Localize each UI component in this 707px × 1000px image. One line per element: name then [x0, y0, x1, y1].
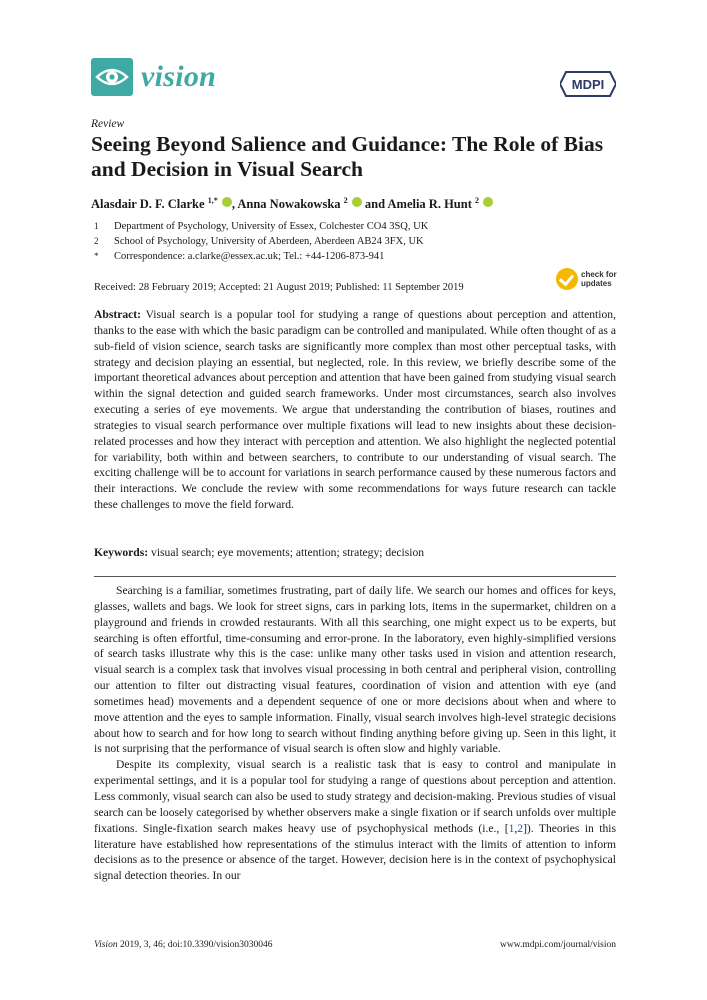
check-for-updates-button[interactable]	[556, 268, 617, 290]
section-divider	[94, 576, 616, 577]
citation-link[interactable]: 1	[508, 821, 515, 835]
paragraph-text: ]). Theories in this literature have established how representations of the stimulus interact with the limits of attention to inform decisions as to the presence or absence of the target. However, decision here is in the context of psychophysical signal detection theories. In our	[94, 821, 616, 883]
check-updates-icon	[556, 268, 578, 290]
citation-separator: ,	[514, 821, 518, 835]
footer-citation-text: 2019, 3, 46; doi:10.3390/vision3030046	[119, 940, 273, 950]
affiliation-mark: *	[94, 251, 99, 261]
keywords-label: Keywords:	[94, 546, 149, 559]
abstract-text: Visual search is a popular tool for studying a range of questions about perception and attention, thanks to the ease with which the basic paradigm can be controlled and manipulated. While often thought of as a sub-field of vision science, search tasks are significantly more complex than most other perceptual tasks, with strategy and decision playing an essential, but neglected, role. In this review, we briefly describe some of the important theoretical advances about perception and attention that have been gained from studying visual search within the signal detection and guided search frameworks. Under most circumstances, search also involves executing a series of eye movements. We argue that understanding the contribution of biases, routines and strategies to visual search performance over multiple fixations will lead to new insights about these decision-related processes and how they interact with perception and attention. We also highlight the neglected potential for variability, both within and between searchers, to contribute to our understanding of visual search. The exciting challenge will be to account for variations in search performance caused by these numerous factors and their interactions. We conclude the review with some recommendations for ways future research can tackle these challenges to move the field forward.	[94, 308, 616, 512]
affiliation-mark: 2	[94, 236, 99, 246]
orcid-icon[interactable]	[222, 197, 232, 207]
author-separator: and	[361, 197, 388, 212]
footer-url[interactable]: www.mdpi.com/journal/vision	[499, 940, 616, 950]
affiliation-row	[94, 234, 428, 249]
paragraph	[94, 757, 616, 884]
keywords-text: visual search; eye movements; attention; strategy; decision	[151, 546, 425, 559]
author-list	[91, 196, 493, 212]
paragraph: Searching is a familiar, sometimes frustrating, part of daily life. We search our homes and offices for keys, glasses, wallets and bags. We look for street signs, cars in parking lots, items in the supermarket, children on a playground and friends in crowded restaurants. With all this searching, one might expect us to be experts, but searching is often effortful, time-consuming and error-prone. In the laboratory, even highly-simplified versions of search tasks illustrate why this is the case: unlike many other tasks used in vision and attention research, visual search is a complex task that involves visual processing in both central and peripheral vision, controlling our attention to filter out distracting visual features, coordination of vision and attention with eye (and sometimes head) movements and a dependent sequence of one or more decisions about when and where to move attention and the eyes to sample information. Finally, visual search involves high-level strategic decisions about how to search and for how long to search without finding anything before giving up. Seen in this light, it is not surprising that the performance of visual search is often slow and highly variable.	[94, 584, 616, 756]
keywords	[94, 546, 424, 559]
affiliation-text: School of Psychology, University of Aberdeen, Aberdeen AB24 3FX, UK	[114, 236, 424, 247]
correspondence-text[interactable]: Correspondence: a.clarke@essex.ac.uk; Tel.: +44-1206-873-941	[114, 251, 385, 262]
author-affiliation-mark: 2	[475, 196, 479, 205]
check-updates-line1: check for	[581, 270, 617, 279]
publisher-name: MDPI	[571, 77, 605, 92]
mdpi-logo-icon[interactable]	[560, 70, 616, 98]
author-name[interactable]: Alasdair D. F. Clarke	[91, 197, 205, 212]
affiliation-row	[94, 249, 428, 264]
body-text	[94, 583, 616, 884]
citation-link[interactable]: 2	[517, 821, 524, 835]
author-name[interactable]: Anna Nowakowska	[237, 197, 341, 212]
author-name[interactable]: Amelia R. Hunt	[387, 197, 472, 212]
footer-journal: Vision	[94, 940, 118, 950]
check-updates-line2: updates	[581, 279, 612, 288]
author-affiliation-mark: 1,*	[207, 196, 218, 205]
journal-name: vision	[141, 60, 217, 93]
footer-citation	[94, 940, 273, 950]
author-affiliation-mark: 2	[343, 196, 348, 205]
paragraph-text: Despite its complexity, visual search is a realistic task that is easy to control and manipulate in experimental settings, and it is a popular tool for studying a range of questions about perception and attention. Less commonly, visual search can also be used to study strategy and decision-making. Previous studies of visual search can be loosely categorised by whether observers make a single fixation or if search unfolds over multiple fixations. Single-fixation search makes heavy use of psychophysical methods (i.e., [	[94, 758, 616, 835]
orcid-icon[interactable]	[483, 197, 493, 207]
article-title: Seeing Beyond Salience and Guidance: The Role of Bias and Decision in Visual Search	[91, 132, 604, 181]
abstract	[94, 307, 616, 513]
affiliations	[94, 219, 428, 264]
affiliation-row	[94, 219, 428, 234]
abstract-label: Abstract:	[94, 308, 142, 321]
check-updates-label	[581, 270, 617, 288]
affiliation-mark: 1	[94, 221, 99, 231]
journal-logo[interactable]	[91, 58, 216, 96]
publication-dates: Received: 28 February 2019; Accepted: 21 August 2019; Published: 11 September 2019	[94, 282, 464, 293]
eye-logo-icon	[91, 58, 133, 96]
orcid-icon[interactable]	[352, 197, 362, 207]
author-separator: ,	[231, 197, 238, 212]
article-type: Review	[91, 118, 125, 130]
affiliation-text: Department of Psychology, University of Essex, Colchester CO4 3SQ, UK	[114, 221, 429, 232]
